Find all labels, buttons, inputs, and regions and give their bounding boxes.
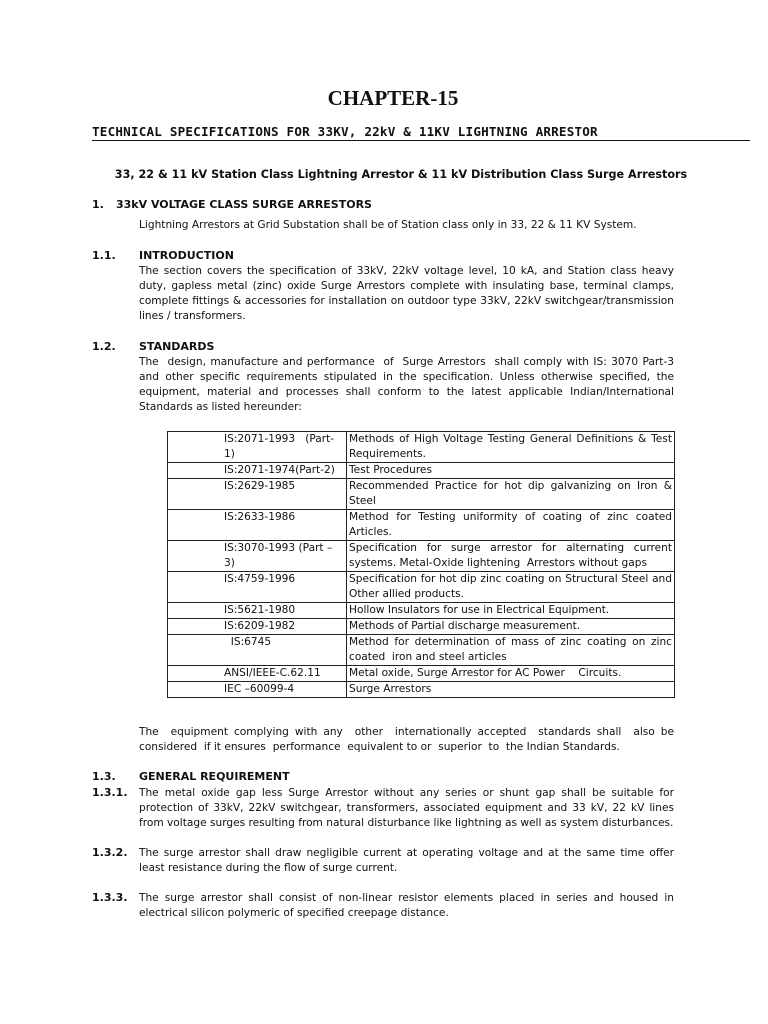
standard-description: Methods of Partial discharge measurement.	[347, 619, 675, 635]
table-row	[168, 666, 675, 682]
table-row	[168, 619, 675, 635]
table-cell-spacer	[168, 635, 223, 666]
standard-description: Specification for surge arrestor for alternating current systems. Metal-Oxide lightening Arrestors without gaps	[347, 541, 675, 572]
table-row	[168, 432, 675, 463]
standard-code: IS:2071-1993 (Part-1)	[222, 432, 347, 463]
standard-code: IEC –60099-4	[222, 682, 347, 698]
item-1-3-2-text: The surge arrestor shall draw negligible current at operating voltage and at the same time offer least resistance during the flow of surge current.	[139, 847, 674, 874]
table-row	[168, 603, 675, 619]
table-row	[168, 541, 675, 572]
main-heading: TECHNICAL SPECIFICATIONS FOR 33KV, 22kV & 11KV LIGHTNING ARRESTOR	[92, 124, 750, 141]
standard-code: IS:2071-1974(Part-2)	[222, 463, 347, 479]
section-1-2-number: 1.2.	[92, 340, 116, 353]
table-cell-spacer	[168, 666, 223, 682]
section-1-1-number: 1.1.	[92, 249, 116, 262]
item-1-3-2-number: 1.3.2.	[92, 846, 128, 859]
table-cell-spacer	[168, 432, 223, 463]
section-1-text: Lightning Arrestors at Grid Substation shall be of Station class only in 33, 22 & 11 KV System.	[139, 219, 637, 231]
table-cell-spacer	[168, 479, 223, 510]
item-1-3-3-text: The surge arrestor shall consist of non-linear resistor elements placed in series and housed in electrical silicon polymeric of specified creepage distance.	[139, 892, 674, 919]
section-1-3-number: 1.3.	[92, 770, 116, 783]
standard-code: IS:6209-1982	[222, 619, 347, 635]
item-1-3-1-number: 1.3.1.	[92, 786, 128, 799]
section-1-1-title: INTRODUCTION	[139, 249, 234, 262]
standard-code: IS:5621-1980	[222, 603, 347, 619]
chapter-title: CHAPTER-15	[327, 86, 459, 110]
standard-code: IS:2633-1986	[222, 510, 347, 541]
section-1-3-title: GENERAL REQUIREMENT	[139, 770, 290, 783]
standard-code: ANSI/IEEE-C.62.11	[222, 666, 347, 682]
standard-description: Recommended Practice for hot dip galvanizing on Iron & Steel	[347, 479, 675, 510]
standard-description: Hollow Insulators for use in Electrical Equipment.	[347, 603, 675, 619]
section-1-number: 1.	[92, 198, 104, 211]
standard-code: IS:6745	[222, 635, 347, 666]
standard-description: Method for determination of mass of zinc coating on zinc coated iron and steel articles	[347, 635, 675, 666]
table-cell-spacer	[168, 463, 223, 479]
table-cell-spacer	[168, 510, 223, 541]
standard-code: IS:2629-1985	[222, 479, 347, 510]
standards-table	[167, 431, 683, 698]
table-row	[168, 463, 675, 479]
section-1-2-text: The design, manufacture and performance of Surge Arrestors shall comply with IS: 3070 Part-3 and other specific requirements stipulated in the specification. Unless otherwise specified, the equipment, material and processes shall conform to the latest applicable Indian/International Standards as listed hereunder:	[139, 356, 678, 413]
item-1-3-1-text: The metal oxide gap less Surge Arrestor without any series or shunt gap shall be suitable for protection of 33kV, 22kV switchgear, transformers, associated equipment and 33 kV, 22 kV lines from voltage surges resulting from natural disturbance like lightning as well as system disturbances.	[139, 787, 674, 829]
standard-description: Test Procedures	[347, 463, 675, 479]
standard-description: Surge Arrestors	[347, 682, 675, 698]
table-cell-spacer	[168, 541, 223, 572]
table-row	[168, 572, 675, 603]
table-row	[168, 682, 675, 698]
table-cell-spacer	[168, 619, 223, 635]
table-cell-spacer	[168, 572, 223, 603]
table-cell-spacer	[168, 603, 223, 619]
table-cell-spacer	[168, 682, 223, 698]
standard-code: IS:4759-1996	[222, 572, 347, 603]
section-1-2-title: STANDARDS	[139, 340, 215, 353]
standard-code: IS:3070-1993 (Part – 3)	[222, 541, 347, 572]
section-1-2-after-table: The equipment complying with any other internationally accepted standards shall also be considered if it ensures performance equivalent to or superior to the Indian Standards.	[139, 726, 678, 753]
standard-description: Methods of High Voltage Testing General Definitions & Test Requirements.	[347, 432, 675, 463]
standard-description: Specification for hot dip zinc coating on Structural Steel and Other allied products.	[347, 572, 675, 603]
subtitle: 33, 22 & 11 kV Station Class Lightning Arrestor & 11 kV Distribution Class Surge Arrestors	[114, 168, 688, 181]
standard-description: Metal oxide, Surge Arrestor for AC Power Circuits.	[347, 666, 675, 682]
table-row	[168, 635, 675, 666]
item-1-3-3-number: 1.3.3.	[92, 891, 128, 904]
standard-description: Method for Testing uniformity of coating of zinc coated Articles.	[347, 510, 675, 541]
section-1-1-text: The section covers the specification of 33kV, 22kV voltage level, 10 kA, and Station class heavy duty, gapless metal (zinc) oxide Surge Arrestors complete with insulating base, terminal clamps, complete fittings & accessories for installation on outdoor type 33kV, 22kV switchgear/transmission lines / transformers.	[139, 265, 674, 322]
section-1-title: 33kV VOLTAGE CLASS SURGE ARRESTORS	[116, 198, 372, 211]
table-row	[168, 510, 675, 541]
table-row	[168, 479, 675, 510]
